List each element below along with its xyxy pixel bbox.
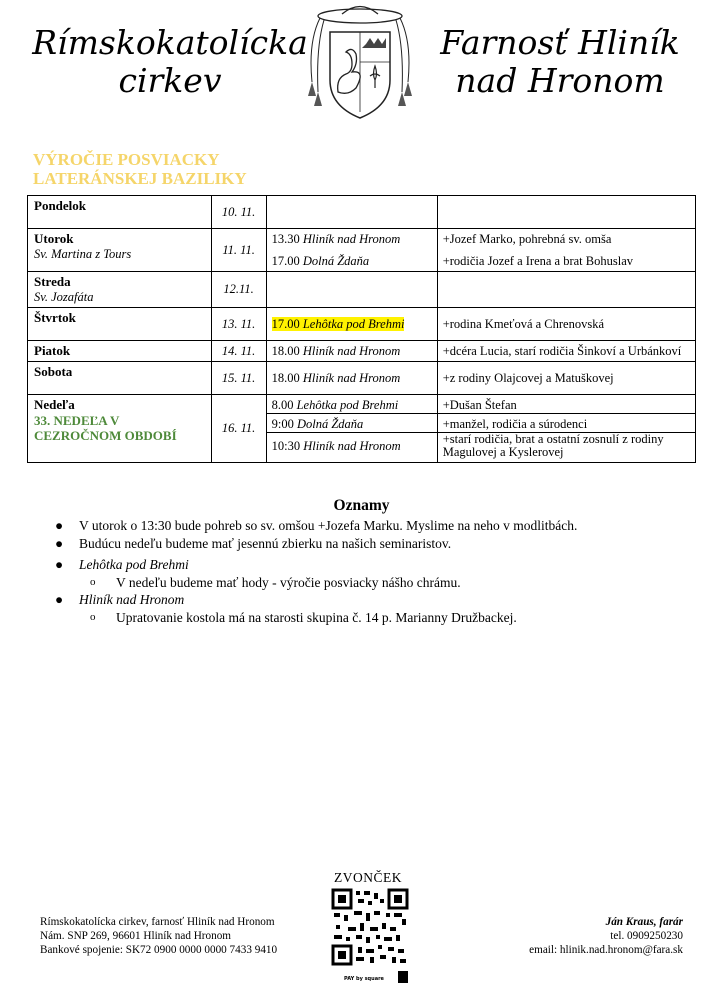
place-name: Lehôtka pod Brehmi <box>302 317 405 331</box>
day-name: Štvrtok <box>34 310 76 325</box>
place-name: Hliník nad Hronom <box>302 371 401 385</box>
announcement-text: Upratovanie kostola má na starosti skupina č. 14 p. Marianny Družbackej. <box>116 609 517 625</box>
pay-by-square-label: PAY by square <box>344 976 384 982</box>
date-cell: 13. 11. <box>211 308 266 341</box>
place-name: Hliník nad Hronom <box>303 439 401 453</box>
place-name: Hliník nad Hronom <box>302 232 401 246</box>
time-value: 10:30 <box>271 439 301 453</box>
date-cell: 10. 11. <box>211 196 266 229</box>
intent-cell <box>437 362 695 395</box>
day-name: Pondelok <box>34 198 87 213</box>
schedule-row <box>28 395 696 463</box>
coat-of-arms-icon <box>300 2 420 124</box>
phone-number: tel. 0909250230 <box>610 930 683 942</box>
day-cell <box>28 308 212 341</box>
mass-time <box>267 314 437 334</box>
intent-cell <box>437 341 695 362</box>
schedule-row <box>28 308 696 341</box>
day-cell <box>28 229 212 272</box>
mass-time <box>267 249 437 271</box>
day-name: Nedeľa <box>34 397 75 412</box>
time-cell <box>266 272 437 308</box>
day-cell <box>28 362 212 395</box>
day-cell <box>28 341 212 362</box>
date-cell: 11. 11. <box>211 229 266 272</box>
bullet-icon: ● <box>55 557 64 572</box>
list-item <box>55 535 695 553</box>
intent-cell <box>437 308 695 341</box>
header-right-line1: Farnosť Hliník <box>440 23 680 62</box>
event-title-line1: VÝROČIE POSVIACKY <box>33 150 220 169</box>
mass-time <box>267 229 437 249</box>
mass-time <box>267 368 437 388</box>
time-cell <box>266 395 437 463</box>
place-name: Hliník nad Hronom <box>302 344 401 358</box>
intention: +rodičia Jozef a Irena a brat Bohuslav <box>442 254 634 268</box>
place-name: Dolná Ždaňa <box>296 417 364 431</box>
list-item <box>55 609 695 627</box>
schedule-row <box>28 341 696 362</box>
time-value: 9:00 <box>271 417 294 431</box>
footer-left-line1: Rímskokatolícka cirkev, farnosť Hliník nad Hronom <box>40 916 275 928</box>
intention: +rodina Kmeťová a Chrenovská <box>442 317 605 331</box>
day-cell <box>28 272 212 308</box>
time-value: 8.00 <box>271 398 294 412</box>
email-address[interactable]: email: hlinik.nad.hronom@fara.sk <box>529 944 683 956</box>
day-name: Sobota <box>34 364 73 379</box>
day-cell <box>28 395 212 463</box>
intent-cell <box>437 229 695 272</box>
intention: +manžel, rodičia a súrodenci <box>438 413 695 432</box>
header-parish-left <box>30 24 310 100</box>
mass-time <box>267 341 437 361</box>
date-cell: 16. 11. <box>211 395 266 463</box>
saint-name: Sv. Martina z Tours <box>34 247 132 261</box>
place-name: Lehôtka pod Brehmi <box>296 398 399 412</box>
place-name: Dolná Ždaňa <box>302 254 370 268</box>
intention: +Dušan Štefan <box>442 398 517 412</box>
intention: +dcéra Lucia, starí rodičia Šinkoví a Urbánkoví <box>442 344 682 358</box>
announcement-text: Budúcu nedeľu budeme mať jesennú zbierku na našich seminaristov. <box>79 535 452 551</box>
bullet-icon: ● <box>55 592 64 607</box>
mass-time <box>267 432 437 461</box>
zvoncek-label: ZVONČEK <box>334 870 402 885</box>
header-left-line1: Rímskokatolícka <box>32 23 308 62</box>
announcements-list <box>55 517 695 626</box>
list-item <box>55 574 695 592</box>
date-cell: 12.11. <box>211 272 266 308</box>
header-right-line2: nad Hronom <box>455 61 665 100</box>
announcements-title: Oznamy <box>333 497 390 514</box>
footer-contact <box>529 915 683 957</box>
intention: +Jozef Marko, pohrebná sv. omša <box>442 232 612 246</box>
event-title <box>33 150 353 188</box>
date-cell: 15. 11. <box>211 362 266 395</box>
time-cell <box>266 341 437 362</box>
schedule-row <box>28 229 696 272</box>
announcement-text: V utorok o 13:30 bude pohreb so sv. omšou +Jozefa Marku. Myslime na neho v modlitbách. <box>79 518 578 533</box>
schedule-table <box>27 195 696 463</box>
time-value: 18.00 <box>271 371 300 385</box>
time-value: 13.30 <box>271 232 300 246</box>
announcement-text: V nedeľu budeme mať hody - výročie posviacky nášho chrámu. <box>116 574 461 590</box>
intent-cell <box>437 395 695 463</box>
circle-bullet-icon: o <box>90 610 96 623</box>
saint-name: Sv. Jozafáta <box>34 290 94 304</box>
day-name: Piatok <box>34 343 71 358</box>
intention: +starí rodičia, brat a ostatní zosnulí z rodiny Magulovej a Kyslerovej <box>438 432 695 462</box>
priest-name: Ján Kraus, farár <box>605 916 683 928</box>
time-value: 17.00 <box>271 254 300 268</box>
header-parish-right <box>420 24 700 100</box>
highlighted-time <box>272 317 405 331</box>
day-name: Streda <box>34 274 71 289</box>
circle-bullet-icon: o <box>90 575 96 588</box>
sunday-title: 33. NEDEĽA V CEZROČNOM OBDOBÍ <box>34 413 177 443</box>
qr-code-icon <box>330 887 410 987</box>
day-name: Utorok <box>34 231 74 246</box>
date-cell: 14. 11. <box>211 341 266 362</box>
mass-time <box>267 413 437 432</box>
list-item <box>55 517 695 535</box>
schedule-row <box>28 272 696 308</box>
day-cell <box>28 196 212 229</box>
list-item <box>55 556 695 574</box>
time-cell <box>266 308 437 341</box>
footer-left-line2: Nám. SNP 269, 96601 Hliník nad Hronom <box>40 930 232 942</box>
footer-address <box>40 915 277 957</box>
location-heading: Lehôtka pod Brehmi <box>79 557 189 572</box>
event-title-line2: LATERÁNSKEJ BAZILIKY <box>33 169 247 188</box>
location-heading: Hliník nad Hronom <box>79 592 185 607</box>
footer-left-line3: Bankové spojenie: SK72 0900 0000 0000 7433 9410 <box>40 944 278 956</box>
time-value: 17.00 <box>271 317 300 331</box>
time-cell <box>266 362 437 395</box>
time-cell <box>266 229 437 272</box>
list-item <box>55 591 695 609</box>
header-left-line2: cirkev <box>118 61 222 100</box>
mass-time <box>267 395 437 413</box>
schedule-row <box>28 362 696 395</box>
intention: +z rodiny Olajcovej a Matuškovej <box>442 371 614 385</box>
time-value: 18.00 <box>271 344 300 358</box>
schedule-row <box>28 196 696 229</box>
intent-cell <box>437 272 695 308</box>
bullet-icon: ● <box>55 518 64 533</box>
time-cell <box>266 196 437 229</box>
intent-cell <box>437 196 695 229</box>
bullet-icon: ● <box>55 535 64 551</box>
